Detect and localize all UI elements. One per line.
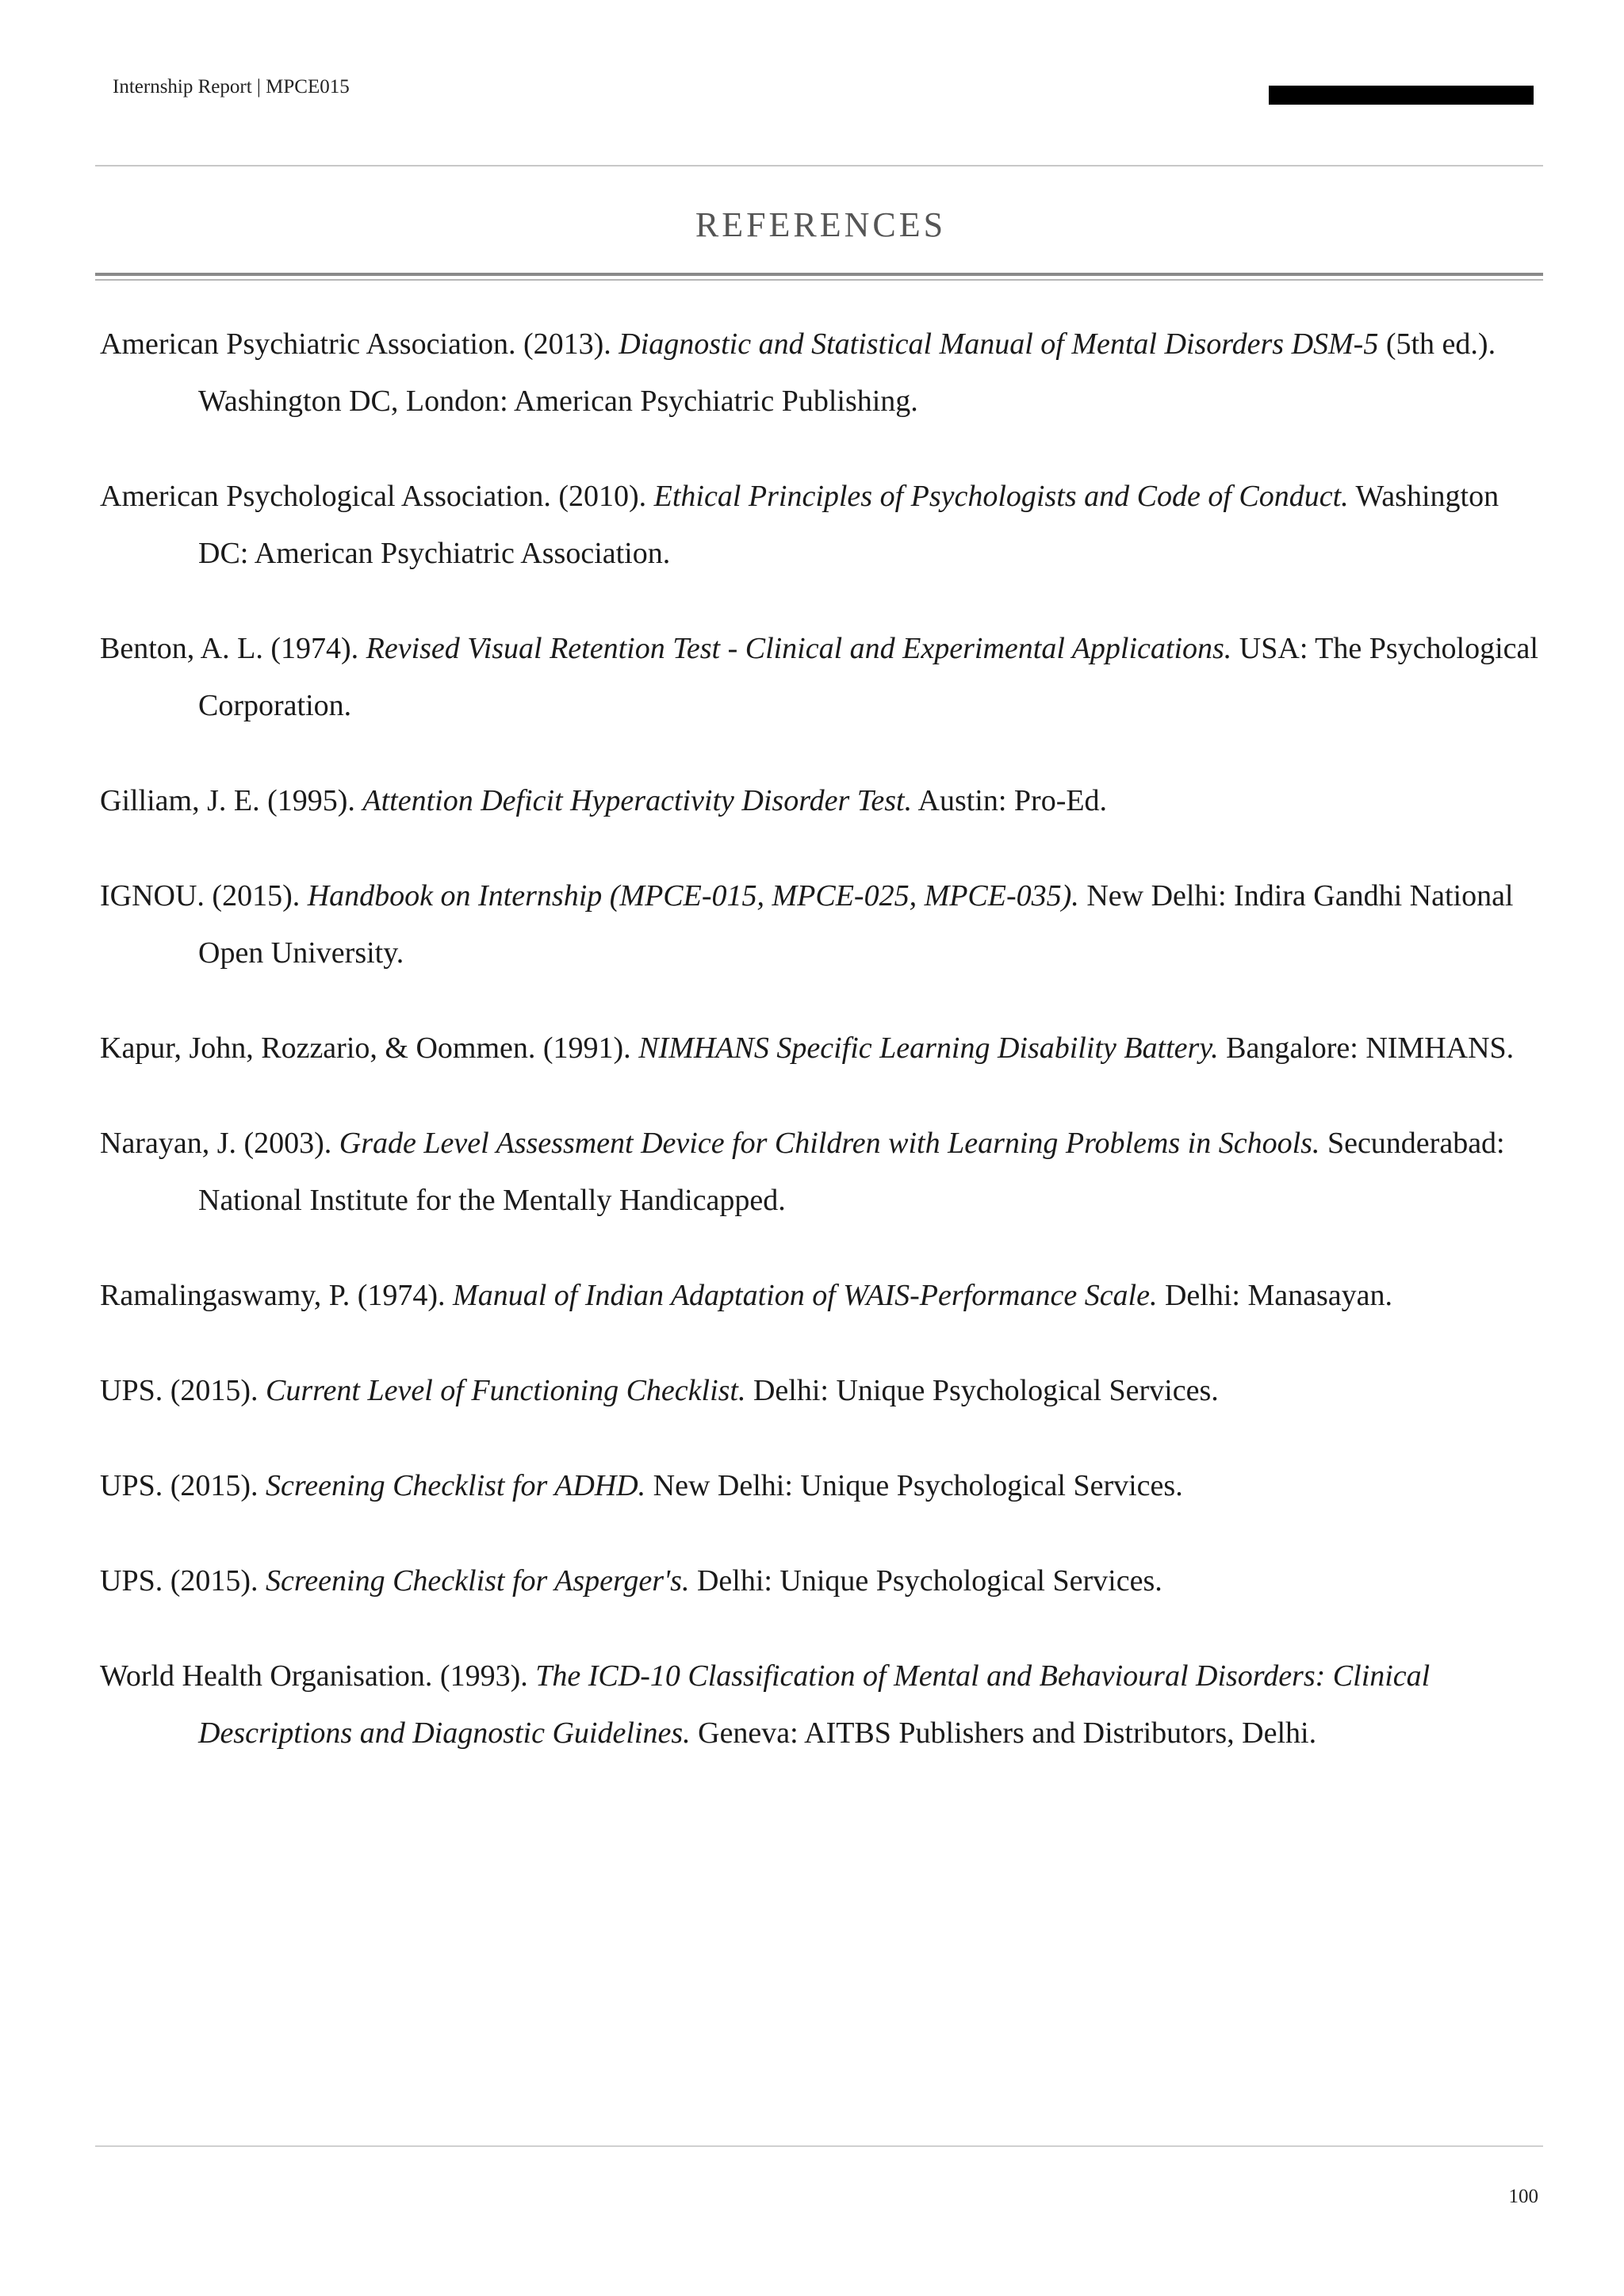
reference-publisher: Delhi: Unique Psychological Services. — [689, 1564, 1162, 1598]
reference-title: NIMHANS Specific Learning Disability Battery. — [638, 1031, 1219, 1065]
reference-authors-year: Benton, A. L. (1974). — [100, 632, 366, 665]
title-divider-secondary — [95, 279, 1543, 281]
reference-entry — [100, 1552, 1543, 1609]
header-divider — [95, 165, 1543, 166]
reference-title: Ethical Principles of Psychologists and Code of Conduct. — [653, 480, 1349, 513]
reference-entry — [100, 867, 1543, 982]
reference-publisher: Austin: Pro-Ed. — [912, 784, 1108, 817]
reference-entry — [100, 1020, 1543, 1077]
reference-authors-year: Gilliam, J. E. (1995). — [100, 784, 363, 817]
reference-entry — [100, 1115, 1543, 1229]
reference-entry — [100, 1647, 1543, 1762]
reference-authors-year: World Health Organisation. (1993). — [100, 1659, 536, 1693]
reference-entry — [100, 316, 1543, 430]
reference-entry — [100, 468, 1543, 582]
reference-title: Revised Visual Retention Test - Clinical and Experimental Applications. — [366, 632, 1232, 665]
reference-title: Diagnostic and Statistical Manual of Mental Disorders DSM-5 — [619, 327, 1379, 361]
page-title: REFERENCES — [695, 205, 947, 244]
reference-publisher: (5th ed.). Washington DC, London: American Psychiatric Publishing. — [198, 327, 1496, 418]
reference-authors-year: IGNOU. (2015). — [100, 879, 308, 913]
page-number: 100 — [1508, 2186, 1538, 2207]
reference-entry — [100, 1267, 1543, 1324]
reference-authors-year: UPS. (2015). — [100, 1374, 266, 1407]
redaction-bar — [1269, 86, 1534, 105]
reference-entry — [100, 1362, 1543, 1419]
reference-title: Screening Checklist for ADHD. — [266, 1469, 646, 1502]
reference-publisher: USA: The Psychological Corporation. — [198, 632, 1538, 722]
running-header: Internship Report | MPCE015 — [113, 76, 350, 98]
reference-list — [100, 316, 1543, 1800]
reference-title: Grade Level Assessment Device for Children with Learning Problems in Schools. — [339, 1127, 1320, 1160]
reference-entry — [100, 620, 1543, 734]
reference-publisher: Geneva: AITBS Publishers and Distributors, Delhi. — [690, 1716, 1317, 1750]
reference-authors-year: UPS. (2015). — [100, 1564, 266, 1598]
reference-publisher: Washington DC: American Psychiatric Association. — [198, 480, 1500, 570]
reference-entry — [100, 1457, 1543, 1514]
reference-publisher: Delhi: Manasayan. — [1157, 1279, 1393, 1312]
reference-publisher: New Delhi: Unique Psychological Services. — [645, 1469, 1183, 1502]
reference-authors-year: UPS. (2015). — [100, 1469, 266, 1502]
footer-divider — [95, 2145, 1543, 2147]
reference-publisher: Secunderabad: National Institute for the Mentally Handicapped. — [198, 1127, 1505, 1217]
reference-title: Current Level of Functioning Checklist. — [266, 1374, 746, 1407]
reference-authors-year: American Psychiatric Association. (2013). — [100, 327, 619, 361]
reference-authors-year: Ramalingaswamy, P. (1974). — [100, 1279, 454, 1312]
reference-authors-year: Narayan, J. (2003). — [100, 1127, 339, 1160]
reference-title: Handbook on Internship (MPCE-015, MPCE-025, MPCE-035). — [307, 879, 1079, 913]
reference-entry — [100, 772, 1543, 829]
title-divider — [95, 273, 1543, 276]
reference-publisher: Delhi: Unique Psychological Services. — [745, 1374, 1219, 1407]
reference-title: Attention Deficit Hyperactivity Disorder Test. — [362, 784, 913, 817]
reference-title: Screening Checklist for Asperger's. — [266, 1564, 690, 1598]
reference-title: Manual of Indian Adaptation of WAIS-Performance Scale. — [453, 1279, 1158, 1312]
reference-title: The ICD-10 Classification of Mental and Behavioural Disorders: Clinical Descriptions and Diagnostic Guidelines. — [198, 1659, 1431, 1750]
reference-publisher: New Delhi: Indira Gandhi National Open University. — [198, 879, 1514, 970]
reference-publisher: Bangalore: NIMHANS. — [1218, 1031, 1515, 1065]
reference-authors-year: American Psychological Association. (2010). — [100, 480, 654, 513]
reference-authors-year: Kapur, John, Rozzario, & Oommen. (1991). — [100, 1031, 639, 1065]
